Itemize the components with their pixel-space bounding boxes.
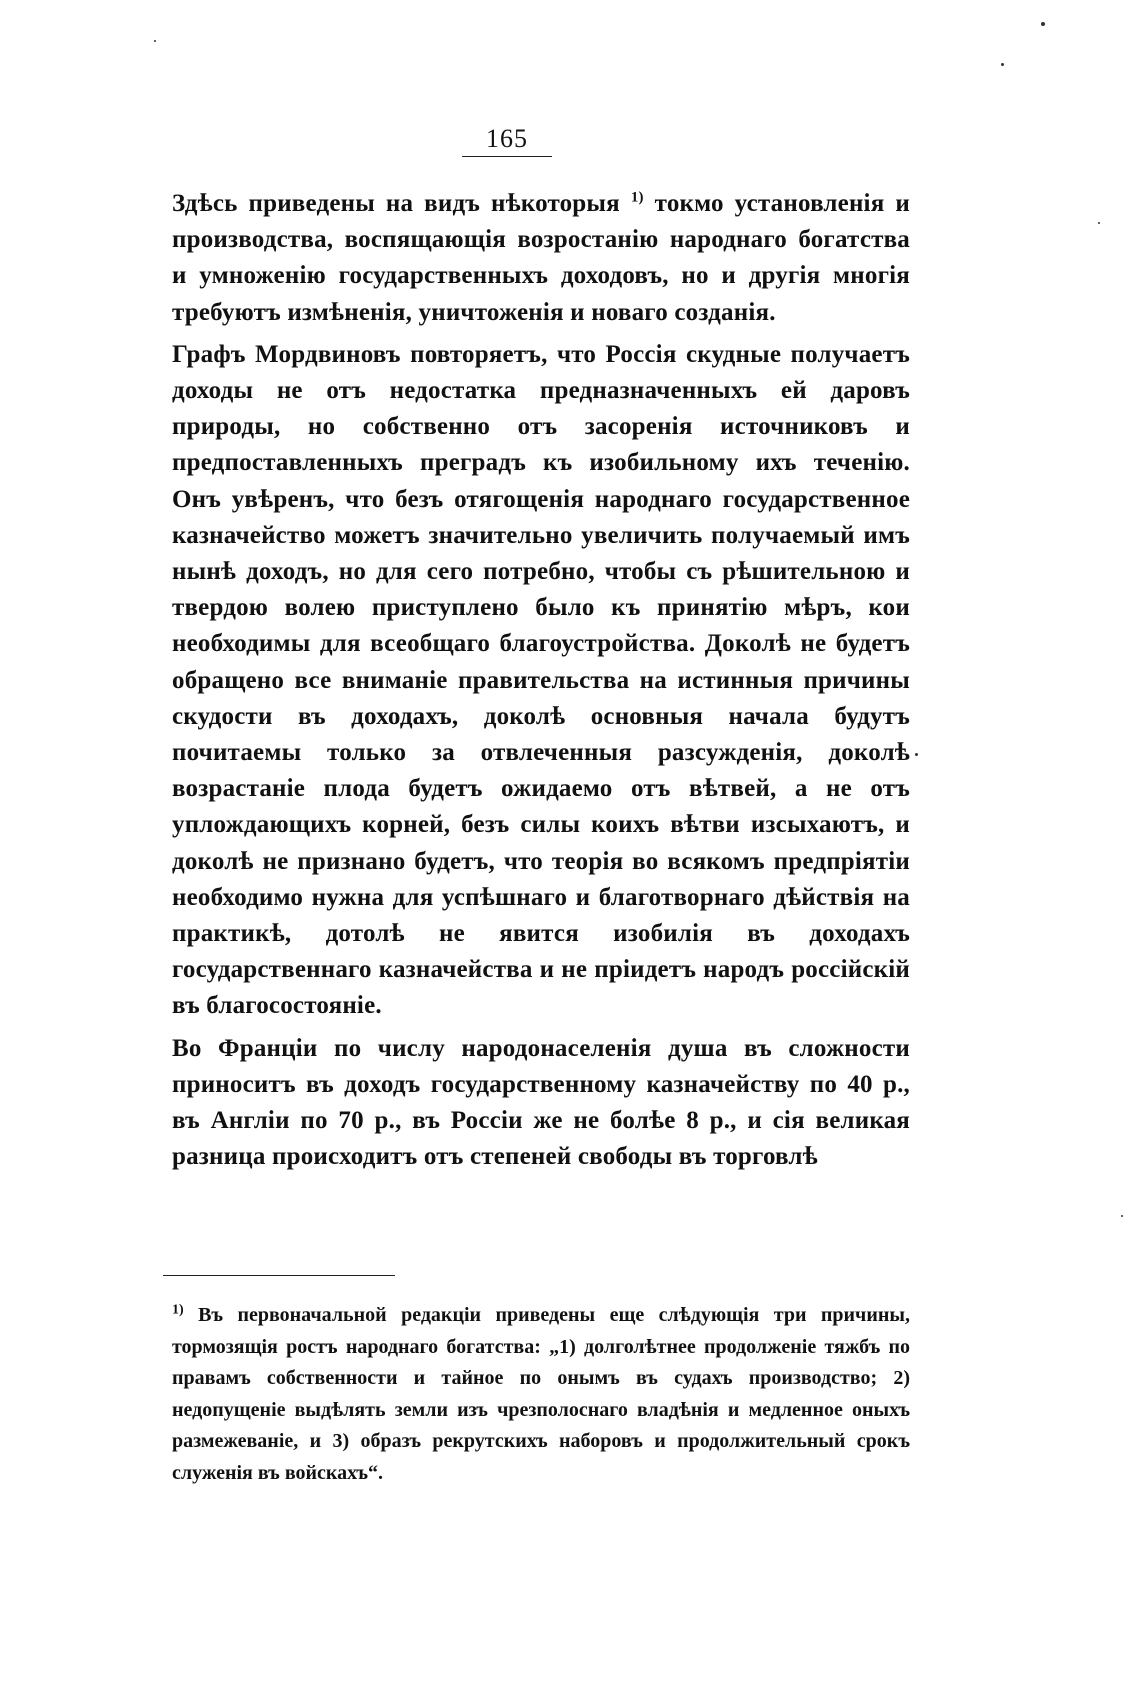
footnote [172,1300,910,1489]
paragraph-3: Во Франціи по числу народонаселенія душа въ сложности приноситъ въ доходъ государственному казначейству по 40 р., въ Англіи по 70 р., въ Россіи же не болѣе 8 р., и сія великая разница происходитъ отъ степеней свободы въ торговлѣ [172,1034,910,1171]
scan-speck [154,40,156,42]
page-number-underline [462,156,552,157]
body-text [172,186,910,1181]
paragraph-1-text-before: Здѣсь приведены на видъ нѣкоторыя [172,190,631,217]
paragraph-1 [172,186,910,331]
footnote-text: Въ первоначальной редакціи приведены еще слѣдующія три причины, тормозящія ростъ народнаго богатства: „1) долголѣтнее продолженіе тяжбъ по правамъ собственности и тайное по онымъ въ судахъ производство; 2) недопущеніе выдѣлять земли изъ чрезполоснаго владѣнія и медленное оныхъ размежеваніе, и 3) образъ рекрутскихъ наборовъ и продолжительный срокъ служенія въ войскахъ“. [172,1304,910,1484]
footnote-separator [163,1275,395,1276]
page-number: 165 [486,124,528,153]
paragraph-2: Графъ Мордвиновъ повторяетъ, что Россія скудные получаетъ доходы не отъ недостатка предназначенныхъ ей даровъ природы, но собственно отъ засоренія источниковъ и предпоставленныхъ преградъ къ изобильному ихъ теченію. Онъ увѣренъ, что безъ отягощенія народнаго государственное казначейство можетъ значительно увеличить получаемый имъ нынѣ доходъ, но для сего потребно, чтобы съ рѣшительною и твердою волею приступлено было къ принятію мѣръ, кои необходимы для всеобщаго благоустройства. Доколѣ не будетъ обращено все вниманіе правительства на истинныя причины скудости въ доходахъ, доколѣ основныя начала будутъ почитаемы только за отвлеченныя разсужденія, доколѣ возрастаніе плода будетъ ожидаемо отъ вѣтвей, а не отъ уплождающихъ корней, безъ силы коихъ вѣтви изсыхаютъ, и доколѣ не признано будетъ, что теорія во всякомъ предпріятіи необходимо нужна для успѣшнаго и благотворнаго дѣйствія на практикѣ, дотолѣ не явится изобилія въ доходахъ государственнаго казначейства и не пріидетъ народъ россійскій въ благосостояніе. [172,340,910,1020]
footnote-mark: 1) [172,1302,184,1318]
footnote-reference: 1) [630,189,644,206]
scan-speck [1121,1215,1123,1217]
scan-speck [915,753,918,756]
scan-speck [1041,22,1045,26]
scan-speck [1001,63,1004,66]
scan-speck [1098,222,1100,224]
paragraph-1-text-after: токмо установленія и производства, воспящающія возростанію народнаго богатства и умноженію государственныхъ доходовъ, но и другія многія требуютъ измѣненія, уничтоженія и новаго созданія. [172,190,910,326]
